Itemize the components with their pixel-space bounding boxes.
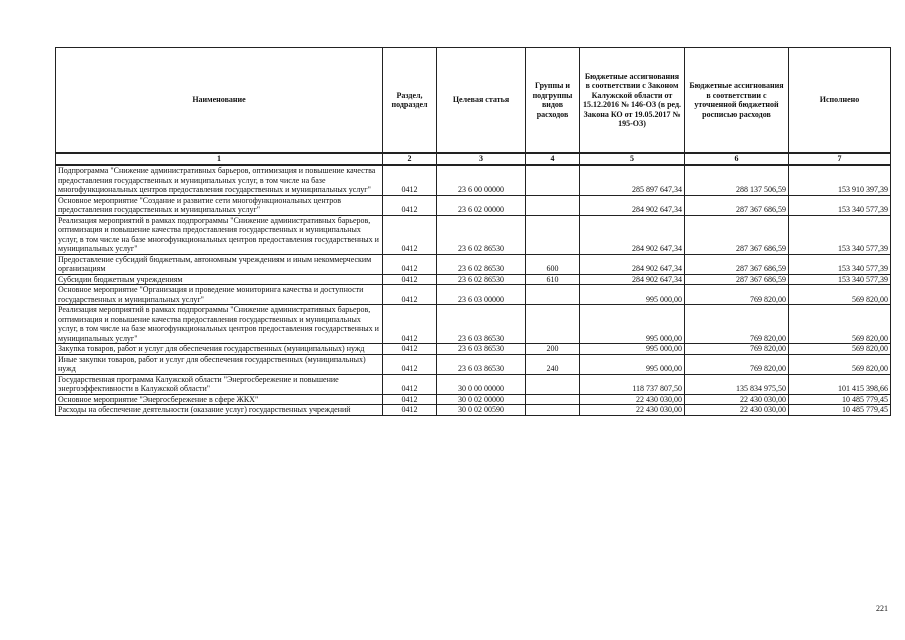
row-executed-amount: 10 485 779,45 (789, 405, 891, 416)
row-name: Иные закупки товаров, работ и услуг для обеспечения государственных (муниципальных) нужд (56, 354, 383, 374)
column-number: 7 (789, 153, 891, 165)
row-expense-group: 240 (526, 354, 580, 374)
row-section: 0412 (383, 274, 437, 285)
row-refined-amount: 287 367 686,59 (685, 215, 789, 254)
row-target-article: 23 6 03 86530 (437, 354, 526, 374)
header-refined-allocations: Бюджетные ассигнования в соответствии с уточненной бюджетной росписью расходов (685, 48, 789, 154)
column-number: 5 (580, 153, 685, 165)
row-executed-amount: 569 820,00 (789, 285, 891, 305)
row-law-amount: 284 902 647,34 (580, 215, 685, 254)
row-executed-amount: 153 910 397,39 (789, 165, 891, 195)
row-law-amount: 118 737 807,50 (580, 374, 685, 394)
row-executed-amount: 569 820,00 (789, 344, 891, 355)
row-expense-group (526, 305, 580, 344)
row-section: 0412 (383, 405, 437, 416)
header-target-article: Целевая статья (437, 48, 526, 154)
header-expense-group: Группы и подгруппы видов расходов (526, 48, 580, 154)
row-refined-amount: 769 820,00 (685, 305, 789, 344)
row-expense-group (526, 215, 580, 254)
column-number: 3 (437, 153, 526, 165)
row-name: Расходы на обеспечение деятельности (оказание услуг) государственных учреждений (56, 405, 383, 416)
row-law-amount: 284 902 647,34 (580, 274, 685, 285)
column-number: 1 (56, 153, 383, 165)
row-expense-group (526, 394, 580, 405)
row-refined-amount: 288 137 506,59 (685, 165, 789, 195)
row-executed-amount: 569 820,00 (789, 354, 891, 374)
row-law-amount: 995 000,00 (580, 344, 685, 355)
row-section: 0412 (383, 165, 437, 195)
column-number: 2 (383, 153, 437, 165)
table-row (56, 285, 891, 305)
table-row (56, 374, 891, 394)
row-refined-amount: 287 367 686,59 (685, 195, 789, 215)
column-number: 4 (526, 153, 580, 165)
row-refined-amount: 22 430 030,00 (685, 394, 789, 405)
row-expense-group (526, 195, 580, 215)
table-row (56, 274, 891, 285)
table-row (56, 195, 891, 215)
row-refined-amount: 769 820,00 (685, 354, 789, 374)
row-expense-group (526, 374, 580, 394)
row-law-amount: 995 000,00 (580, 354, 685, 374)
table-row (56, 305, 891, 344)
row-name: Реализация мероприятий в рамках подпрограммы "Снижение административных барьеров, оптимизация и повышение качества предоставления государственных и муниципальных услуг, в том числе на базе многофункциональных центров предоставления государственных и муниципальных услуг" (56, 215, 383, 254)
row-name: Реализация мероприятий в рамках подпрограммы "Снижение административных барьеров, оптимизация и повышение качества предоставления государственных и муниципальных услуг, в том числе на базе многофункциональных центров предоставления государственных и муниципальных услуг" (56, 305, 383, 344)
header-row (56, 48, 891, 154)
row-target-article: 30 0 02 00590 (437, 405, 526, 416)
column-number-row (56, 153, 891, 165)
row-target-article: 23 6 03 86530 (437, 305, 526, 344)
row-refined-amount: 287 367 686,59 (685, 274, 789, 285)
row-name: Основное мероприятие "Организация и проведение мониторинга качества и доступности государственных и муниципальных услуг" (56, 285, 383, 305)
row-name: Подпрограмма "Снижение административных барьеров, оптимизация и повышение качества предоставления государственных и муниципальных услуг, в том числе на базе многофункциональных центров предоставления государственных и муниципальных услуг" (56, 165, 383, 195)
row-name: Основное мероприятие "Энергосбережение в сфере ЖКХ" (56, 394, 383, 405)
header-name: Наименование (56, 48, 383, 154)
row-target-article: 23 6 03 00000 (437, 285, 526, 305)
header-executed: Исполнено (789, 48, 891, 154)
row-name: Закупка товаров, работ и услуг для обеспечения государственных (муниципальных) нужд (56, 344, 383, 355)
row-law-amount: 22 430 030,00 (580, 394, 685, 405)
row-executed-amount: 101 415 398,66 (789, 374, 891, 394)
row-law-amount: 22 430 030,00 (580, 405, 685, 416)
row-section: 0412 (383, 374, 437, 394)
row-name: Предоставление субсидий бюджетным, автономным учреждениям и иным некоммерческим организациям (56, 254, 383, 274)
row-target-article: 23 6 02 86530 (437, 254, 526, 274)
row-expense-group (526, 405, 580, 416)
row-section: 0412 (383, 254, 437, 274)
row-executed-amount: 10 485 779,45 (789, 394, 891, 405)
row-law-amount: 995 000,00 (580, 285, 685, 305)
row-name: Государственная программа Калужской области "Энергосбережение и повышение энергоэффективности в Калужской области" (56, 374, 383, 394)
table-row (56, 254, 891, 274)
table-row (56, 354, 891, 374)
row-executed-amount: 153 340 577,39 (789, 274, 891, 285)
row-section: 0412 (383, 195, 437, 215)
row-section: 0412 (383, 215, 437, 254)
row-executed-amount: 153 340 577,39 (789, 215, 891, 254)
row-target-article: 30 0 02 00000 (437, 394, 526, 405)
row-section: 0412 (383, 354, 437, 374)
row-executed-amount: 153 340 577,39 (789, 195, 891, 215)
row-target-article: 23 6 02 86530 (437, 215, 526, 254)
row-refined-amount: 135 834 975,50 (685, 374, 789, 394)
row-executed-amount: 153 340 577,39 (789, 254, 891, 274)
row-section: 0412 (383, 394, 437, 405)
table-row (56, 394, 891, 405)
page-number: 221 (876, 604, 888, 613)
row-expense-group: 610 (526, 274, 580, 285)
row-refined-amount: 287 367 686,59 (685, 254, 789, 274)
row-expense-group: 200 (526, 344, 580, 355)
row-section: 0412 (383, 344, 437, 355)
row-target-article: 23 6 00 00000 (437, 165, 526, 195)
table-row (56, 344, 891, 355)
header-section: Раздел, подраздел (383, 48, 437, 154)
row-target-article: 23 6 02 86530 (437, 274, 526, 285)
table-row (56, 215, 891, 254)
row-executed-amount: 569 820,00 (789, 305, 891, 344)
row-refined-amount: 22 430 030,00 (685, 405, 789, 416)
table-row (56, 405, 891, 416)
row-section: 0412 (383, 305, 437, 344)
row-expense-group (526, 285, 580, 305)
row-expense-group: 600 (526, 254, 580, 274)
row-law-amount: 284 902 647,34 (580, 254, 685, 274)
row-name: Основное мероприятие "Создание и развитие сети многофункциональных центров предоставления государственных и муниципальных услуг" (56, 195, 383, 215)
row-target-article: 23 6 02 00000 (437, 195, 526, 215)
row-target-article: 23 6 03 86530 (437, 344, 526, 355)
row-target-article: 30 0 00 00000 (437, 374, 526, 394)
header-law-allocations: Бюджетные ассигнования в соответствии с Законом Калужской области от 15.12.2016 № 146-ОЗ (в ред. Закона КО от 19.05.2017 № 195-ОЗ) (580, 48, 685, 154)
row-name: Субсидии бюджетным учреждениям (56, 274, 383, 285)
budget-execution-table (55, 47, 891, 416)
column-number: 6 (685, 153, 789, 165)
row-refined-amount: 769 820,00 (685, 344, 789, 355)
table-row (56, 165, 891, 195)
row-expense-group (526, 165, 580, 195)
row-law-amount: 995 000,00 (580, 305, 685, 344)
row-law-amount: 285 897 647,34 (580, 165, 685, 195)
row-refined-amount: 769 820,00 (685, 285, 789, 305)
row-law-amount: 284 902 647,34 (580, 195, 685, 215)
row-section: 0412 (383, 285, 437, 305)
